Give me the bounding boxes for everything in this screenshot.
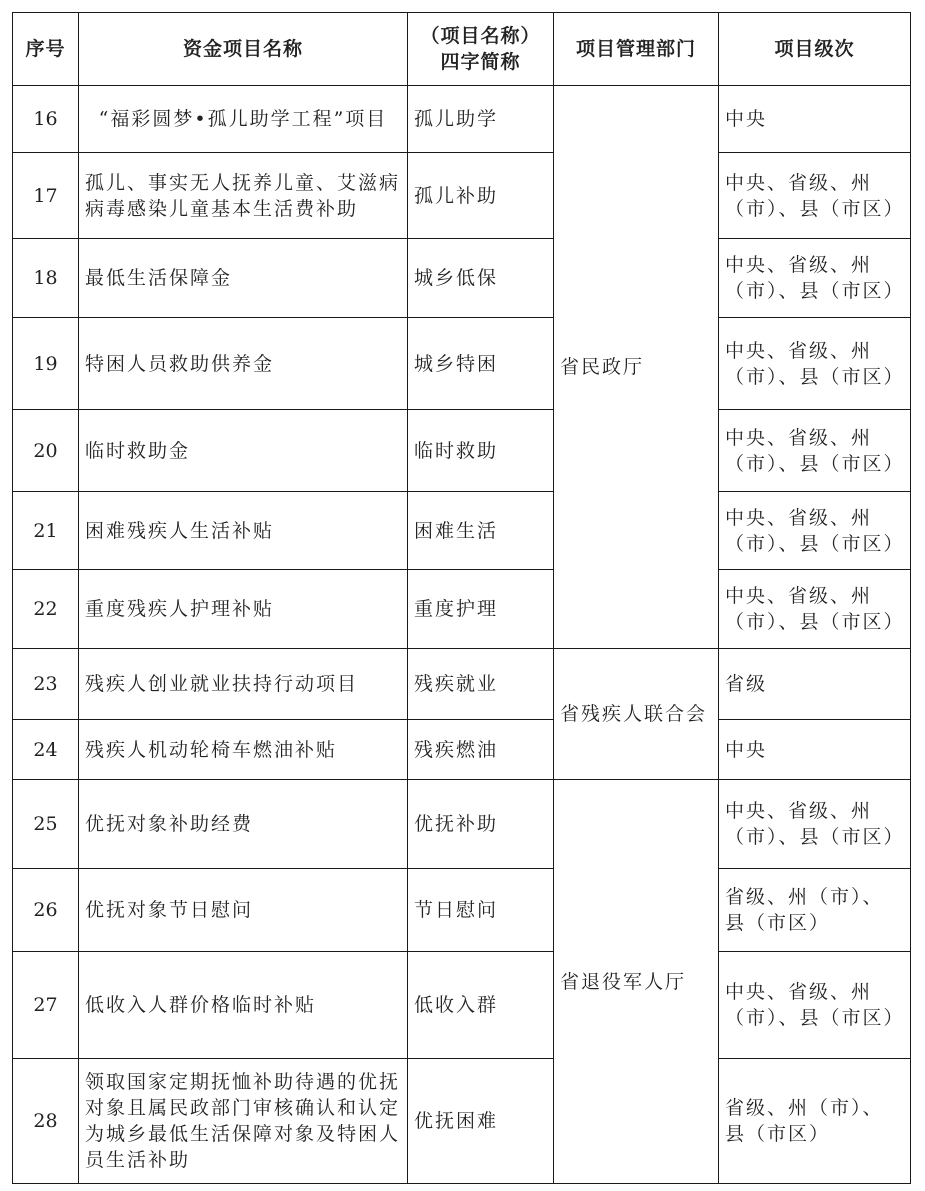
header-level: 项目级次 xyxy=(719,13,911,86)
dept-disabled-federation: 省残疾人联合会 xyxy=(554,649,719,780)
row-level: 中央、省级、州（市）、县（市区） xyxy=(719,410,911,492)
header-dept: 项目管理部门 xyxy=(554,13,719,86)
row-level: 中央、省级、州（市）、县（市区） xyxy=(719,780,911,869)
row-short: 孤儿补助 xyxy=(408,153,554,239)
row-name: 残疾人创业就业扶持行动项目 xyxy=(79,649,408,720)
row-no: 24 xyxy=(13,720,79,780)
row-no: 18 xyxy=(13,239,79,318)
table-row xyxy=(13,570,911,649)
table-row xyxy=(13,86,911,153)
row-short: 重度护理 xyxy=(408,570,554,649)
row-no: 19 xyxy=(13,318,79,410)
table-row xyxy=(13,720,911,780)
row-level: 中央、省级、州（市）、县（市区） xyxy=(719,952,911,1059)
row-name: 低收入人群价格临时补贴 xyxy=(79,952,408,1059)
dept-veterans-affairs: 省退役军人厅 xyxy=(554,780,719,1184)
table-row xyxy=(13,1059,911,1184)
row-short: 残疾燃油 xyxy=(408,720,554,780)
row-level: 省级 xyxy=(719,649,911,720)
row-short: 优抚困难 xyxy=(408,1059,554,1184)
dept-civil-affairs: 省民政厅 xyxy=(554,86,719,649)
row-short: 困难生活 xyxy=(408,492,554,570)
row-no: 17 xyxy=(13,153,79,239)
row-name: 困难残疾人生活补贴 xyxy=(79,492,408,570)
row-no: 26 xyxy=(13,869,79,952)
row-no: 16 xyxy=(13,86,79,153)
header-short xyxy=(408,13,554,86)
row-short: 孤儿助学 xyxy=(408,86,554,153)
table-row xyxy=(13,410,911,492)
row-no: 28 xyxy=(13,1059,79,1184)
header-no: 序号 xyxy=(13,13,79,86)
row-short: 低收入群 xyxy=(408,952,554,1059)
row-short: 临时救助 xyxy=(408,410,554,492)
row-short: 城乡特困 xyxy=(408,318,554,410)
table-header-row xyxy=(13,13,911,86)
row-name: 优抚对象节日慰问 xyxy=(79,869,408,952)
row-level: 中央 xyxy=(719,720,911,780)
table-row xyxy=(13,780,911,869)
row-name: 重度残疾人护理补贴 xyxy=(79,570,408,649)
row-level: 中央、省级、州（市）、县（市区） xyxy=(719,318,911,410)
row-name: 最低生活保障金 xyxy=(79,239,408,318)
table-row xyxy=(13,318,911,410)
row-no: 22 xyxy=(13,570,79,649)
row-name: 临时救助金 xyxy=(79,410,408,492)
row-no: 27 xyxy=(13,952,79,1059)
row-level: 中央 xyxy=(719,86,911,153)
row-name: 特困人员救助供养金 xyxy=(79,318,408,410)
table-row xyxy=(13,869,911,952)
row-no: 25 xyxy=(13,780,79,869)
row-no: 23 xyxy=(13,649,79,720)
table-row xyxy=(13,649,911,720)
row-name: 领取国家定期抚恤补助待遇的优抚对象且属民政部门审核确认和认定为城乡最低生活保障对象及特困人员生活补助 xyxy=(79,1059,408,1184)
header-short-line2: 四字简称 xyxy=(440,51,521,73)
table-row xyxy=(13,492,911,570)
row-name: 优抚对象补助经费 xyxy=(79,780,408,869)
row-level: 中央、省级、州（市）、县（市区） xyxy=(719,492,911,570)
row-name: “福彩圆梦•孤儿助学工程”项目 xyxy=(79,86,408,153)
table-row xyxy=(13,952,911,1059)
row-no: 21 xyxy=(13,492,79,570)
table-row xyxy=(13,153,911,239)
row-level: 中央、省级、州（市）、县（市区） xyxy=(719,570,911,649)
row-level: 省级、州（市）、县（市区） xyxy=(719,869,911,952)
header-short-line1: （项目名称） xyxy=(420,25,541,47)
row-short: 城乡低保 xyxy=(408,239,554,318)
row-level: 中央、省级、州（市）、县（市区） xyxy=(719,153,911,239)
row-short: 优抚补助 xyxy=(408,780,554,869)
row-no: 20 xyxy=(13,410,79,492)
row-short: 残疾就业 xyxy=(408,649,554,720)
row-level: 中央、省级、州（市）、县（市区） xyxy=(719,239,911,318)
fund-project-table xyxy=(12,12,911,1184)
row-level: 省级、州（市）、县（市区） xyxy=(719,1059,911,1184)
header-name: 资金项目名称 xyxy=(79,13,408,86)
table-row xyxy=(13,239,911,318)
row-name: 孤儿、事实无人抚养儿童、艾滋病病毒感染儿童基本生活费补助 xyxy=(79,153,408,239)
row-name: 残疾人机动轮椅车燃油补贴 xyxy=(79,720,408,780)
row-short: 节日慰问 xyxy=(408,869,554,952)
